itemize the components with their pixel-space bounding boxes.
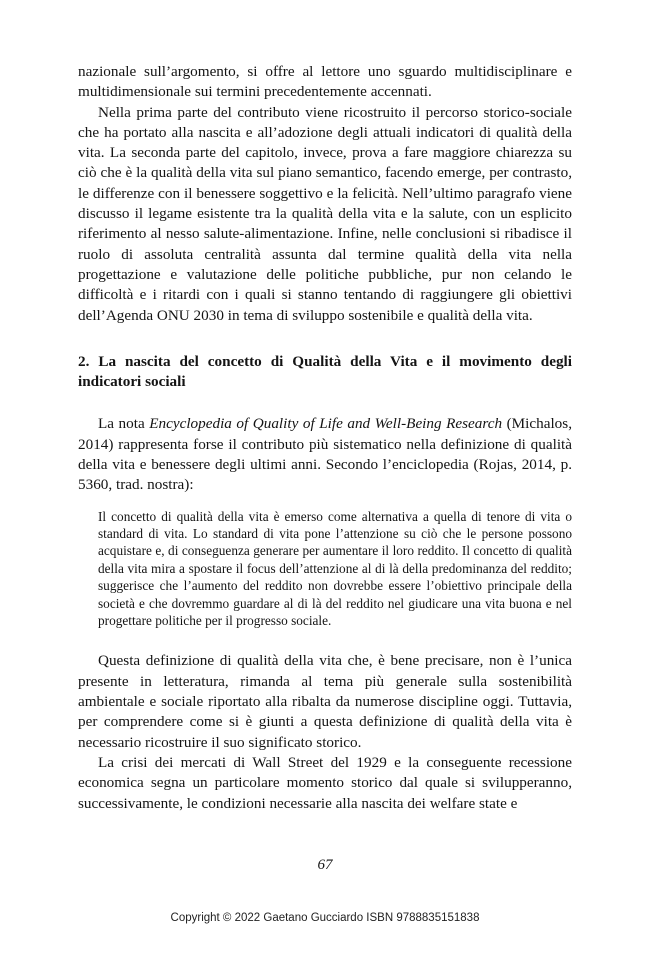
paragraph-definition: Questa definizione di qualità della vita che, è bene precisare, non è l’unica presente in letteratura, rimanda al tema più generale sulla sostenibilità ambientale e sociale riportato alla ribalta da numerose discipline oggi. Tuttavia, per comprendere come si è giunti a questa definizione di qualità della vita è necessario ricostruire il suo significato storico. (78, 652, 572, 751)
paragraph-encyclopedia (78, 414, 572, 495)
copyright-notice: Copyright © 2022 Gaetano Gucciardo ISBN 9788835151838 (170, 912, 480, 924)
section-heading: 2. La nascita del concetto di Qualità della Vita e il movimento degli indicatori sociali (78, 352, 572, 391)
paragraph-intro-continuation: nazionale sull’argomento, si offre al lettore uno sguardo multidisciplinare e multidimensionale sui termini precedentemente accennati. (78, 63, 572, 101)
block-quote: Il concetto di qualità della vita è emerso come alternativa a quella di tenore di vita o standard di vita. Lo standard di vita pone l’attenzione su ciò che le persone possono acquistare e, di conseguenza generare per aumentare il loro reddito. Il concetto di qualità della vita mira a spostare il focus dell’attenzione al di là della predominanza del reddito; suggerisce che l’aumento del reddito non dovrebbe essere l’obiettivo principale della società e che dovremmo guardare al di là del reddito nel giudicare una vita buona e nel progettare politiche per il progresso sociale. (98, 508, 572, 629)
page-number: 67 (317, 857, 333, 873)
paragraph-chapter-outline: Nella prima parte del contributo viene ricostruito il percorso storico-sociale che ha portato alla nascita e all’adozione degli attuali indicatori di qualità della vita. La seconda parte del capitolo, invece, prova a fare maggiore chiarezza su ciò che è la qualità della vita sul piano semantico, facendo emerge, per contrasto, le differenze con il benessere soggettivo e la felicità. Nell’ultimo paragrafo viene discusso il legame esistente tra la qualità della vita e la salute, con un esplicito riferimento al nesso salute-alimentazione. Infine, nelle conclusioni si ribadisce il ruolo di assoluta centralità assunta dal termine qualità della vita nella progettazione e valutazione delle politiche pubbliche, pur non celando le difficoltà e i ritardi con i quali si stanno tentando di raggiungere gli obiettivi dell’Agenda ONU 2030 in tema di sviluppo sostenibile e qualità della vita. (78, 103, 572, 324)
page-body (78, 62, 572, 814)
encyclopedia-title: Encyclopedia of Quality of Life and Well-Being Research (149, 415, 503, 433)
paragraph-encyclopedia-rest: (Michalos, 2014) rappresenta forse il contributo più sistematico nella definizione di qualità della vita e benessere degli ultimi anni. Secondo l’enciclopedia (Rojas, 2014, p. 5360, trad. nostra): (78, 415, 572, 494)
paragraph-encyclopedia-lead: La nota (98, 415, 150, 433)
paragraph-wall-street: La crisi dei mercati di Wall Street del 1929 e la conseguente recessione economica segna un particolare momento storico dal quale si svilupperanno, successivamente, le condizioni necessarie alla nascita dei welfare state e (78, 753, 572, 812)
